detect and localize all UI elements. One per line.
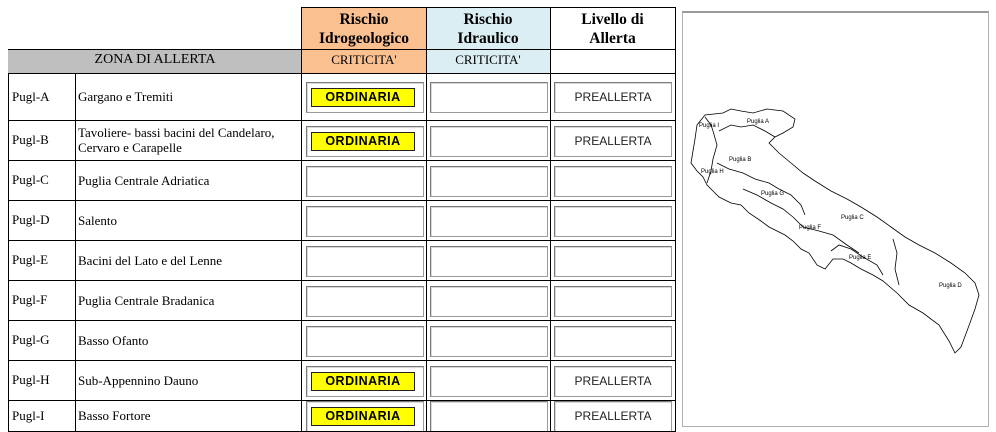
header-idra-line1: Rischio xyxy=(463,11,513,28)
criticita-badge: ORDINARIA xyxy=(311,407,415,426)
map-label-puglia-a: Puglia A xyxy=(747,119,770,125)
row-code: Pugl-B xyxy=(12,132,49,147)
row-zone-name: Puglia Centrale Bradanica xyxy=(78,292,215,308)
row-zone-name: Bacini del Lato e del Lenne xyxy=(78,252,223,268)
row-code: Pugl-I xyxy=(12,407,45,423)
idrogeologico-field[interactable] xyxy=(306,366,424,397)
boundary-b-g xyxy=(717,163,779,189)
idraulico-field[interactable] xyxy=(430,366,548,397)
map-label-puglia-g: Puglia G xyxy=(761,191,785,197)
idraulico-field[interactable] xyxy=(430,82,548,113)
map-label-puglia-e: Puglia E xyxy=(849,255,872,261)
idrogeologico-field[interactable] xyxy=(306,246,424,277)
livello-text: PREALLERTA xyxy=(574,374,652,388)
zona-di-allerta-header: ZONA DI ALLERTA xyxy=(8,49,302,73)
row-zone-name: Puglia Centrale Adriatica xyxy=(78,172,210,188)
livello-text: PREALLERTA xyxy=(574,409,652,423)
boundary-d xyxy=(893,239,899,285)
livello-allerta-field[interactable] xyxy=(554,82,672,113)
row-zone-name: Tavoliere- bassi bacini del Candelaro, Cervaro e Carapelle xyxy=(78,125,275,155)
header-rischio-idraulico xyxy=(426,7,550,49)
header-rischio-idrogeologico xyxy=(302,7,426,49)
livello-allerta-field[interactable] xyxy=(554,166,672,197)
row-code: Pugl-H xyxy=(12,372,50,387)
row-zone-name: Salento xyxy=(78,212,117,228)
boundary-a-b xyxy=(719,125,775,137)
header-idra-line2: Idraulico xyxy=(457,30,519,47)
map-label-puglia-d: Puglia D xyxy=(939,283,962,289)
header-livello-line1: Livello di xyxy=(581,11,644,28)
idrogeologico-field[interactable] xyxy=(306,286,424,317)
row-code: Pugl-D xyxy=(12,212,50,227)
criticita-badge: ORDINARIA xyxy=(311,372,415,391)
livello-allerta-field[interactable] xyxy=(554,401,672,432)
idrogeologico-field[interactable] xyxy=(306,166,424,197)
idraulico-field[interactable] xyxy=(430,401,548,432)
idraulico-field[interactable] xyxy=(430,206,548,237)
row-code: Pugl-F xyxy=(12,292,48,307)
idraulico-field[interactable] xyxy=(430,126,548,157)
idrogeologico-field[interactable] xyxy=(306,326,424,357)
livello-allerta-field[interactable] xyxy=(554,286,672,317)
livello-text: PREALLERTA xyxy=(574,134,652,148)
header-idro-line2: Idrogeologico xyxy=(318,30,410,47)
livello-allerta-field[interactable] xyxy=(554,326,672,357)
idraulico-field[interactable] xyxy=(430,166,548,197)
criticita-idra-header: CRITICITA' xyxy=(426,49,550,73)
puglia-zones-map xyxy=(682,11,989,427)
criticita-badge: ORDINARIA xyxy=(311,88,415,107)
livello-allerta-field[interactable] xyxy=(554,126,672,157)
map-label-puglia-i: Puglia I xyxy=(699,123,720,129)
boundary-b-h xyxy=(707,131,717,183)
criticita-badge: ORDINARIA xyxy=(311,132,415,151)
row-zone-name: Basso Ofanto xyxy=(78,332,149,348)
puglia-outline xyxy=(691,109,979,353)
livello-text: PREALLERTA xyxy=(574,90,652,104)
criticita-idro-header: CRITICITA' xyxy=(302,49,426,73)
idrogeologico-field[interactable] xyxy=(306,206,424,237)
idrogeologico-field[interactable] xyxy=(306,126,424,157)
map-label-puglia-f: Puglia F xyxy=(799,225,822,231)
row-code: Pugl-A xyxy=(12,88,50,104)
row-zone-name: Basso Fortore xyxy=(78,408,151,423)
alert-table xyxy=(8,7,676,431)
row-zone-name: Sub-Appennino Dauno xyxy=(78,372,199,388)
idrogeologico-field[interactable] xyxy=(306,401,424,432)
row-code: Pugl-G xyxy=(12,332,50,347)
map-label-puglia-c: Puglia C xyxy=(841,215,864,221)
idraulico-field[interactable] xyxy=(430,326,548,357)
idraulico-field[interactable] xyxy=(430,286,548,317)
livello-allerta-field[interactable] xyxy=(554,366,672,397)
row-code: Pugl-E xyxy=(12,252,49,267)
row-zone-name: Gargano e Tremiti xyxy=(78,89,174,104)
livello-allerta-field[interactable] xyxy=(554,206,672,237)
row-code: Pugl-C xyxy=(12,172,49,187)
idrogeologico-field[interactable] xyxy=(306,82,424,113)
map-label-puglia-b: Puglia B xyxy=(729,157,752,163)
livello-allerta-field[interactable] xyxy=(554,246,672,277)
header-livello-allerta xyxy=(550,7,675,49)
idraulico-field[interactable] xyxy=(430,246,548,277)
header-livello-line2: Allerta xyxy=(589,30,636,47)
map-label-puglia-h: Puglia H xyxy=(701,169,724,175)
header-idro-line1: Rischio xyxy=(339,11,389,28)
puglia-map-svg xyxy=(683,13,988,427)
